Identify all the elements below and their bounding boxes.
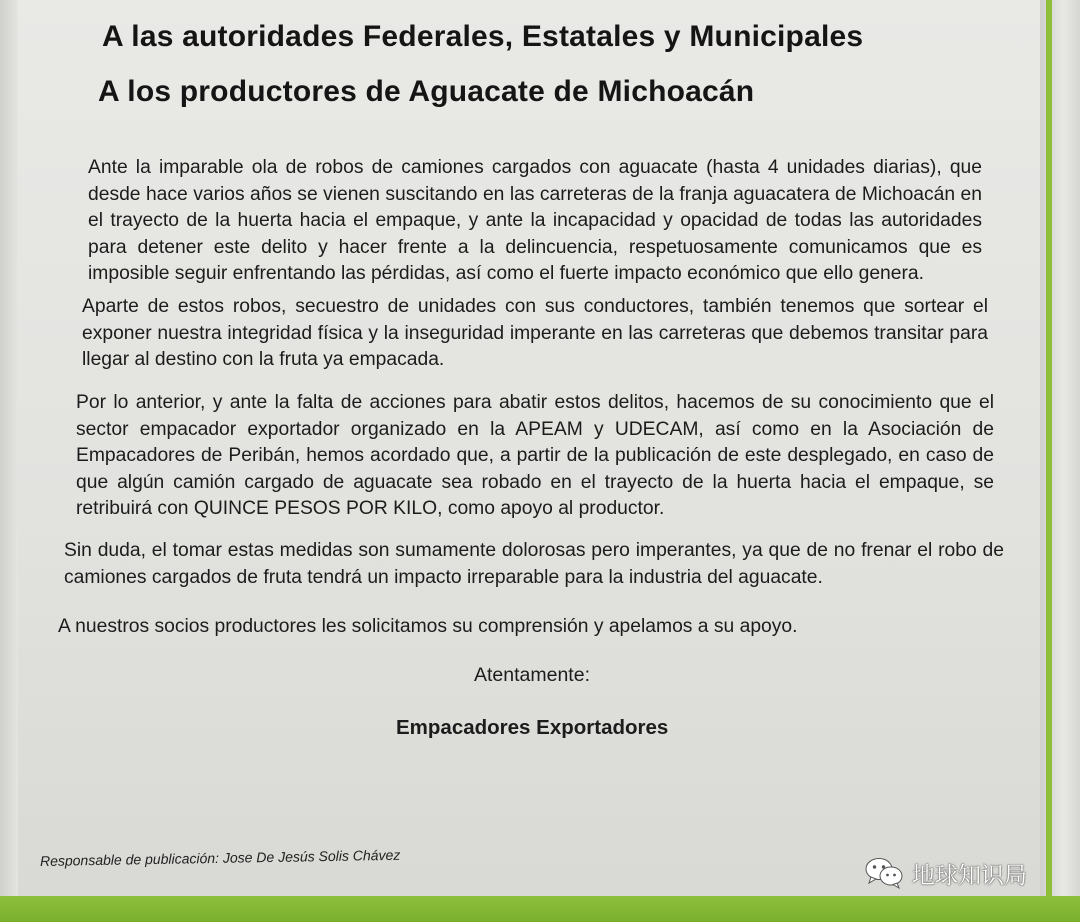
paragraph-robberies: Ante la imparable ola de robos de camiones cargados con aguacate (hasta 4 unidades diarias), que desde hace varios años se vienen suscitando en las carreteras de la franja aguacatera de Michoacán en el trayecto de la huerta hacia el empaque, y ante la incapacidad y opacidad de todas las autoridades para detener este delito y hacer frente a la delincuencia, respetuosamente comunicamos que es imposible seguir enfrentando las pérdidas, así como el fuerte impacto económico que ello genera. [88, 157, 982, 284]
heading-producers: A los productores de Aguacate de Michoacán [98, 75, 755, 108]
paragraph-compensation: Por lo anterior, y ante la falta de acciones para abatir estos delitos, hacemos de su conocimiento que el sector empacador exportador organizado en la APEAM y UDECAM, así como en la Asociación de Empacadores de Peribán, hemos acordado que, a partir de la publicación de este desplegado, en caso de que algún camión cargado de aguacate sea robado en el trayecto de la huerta hacia el empaque, se retribuirá con QUINCE PESOS POR KILO, como apoyo al productor. [76, 392, 994, 519]
paragraph-request: A nuestros socios productores les solicitamos su comprensión y apelamos a su apoyo. [58, 616, 798, 637]
closing-salutation: Atentamente: [474, 664, 590, 686]
paragraph-security: Aparte de estos robos, secuestro de unidades con sus conductores, también tenemos que sortear el exponer nuestra integridad física y la inseguridad imperante en las carreteras que debemos transitar para llegar al destino con la fruta ya empacada. [82, 296, 988, 370]
green-border-bottom [0, 896, 1080, 922]
watermark-text: 地球知识局 [912, 862, 1027, 889]
heading-authorities: A las autoridades Federales, Estatales y Municipales [102, 20, 864, 53]
page-left-edge [0, 0, 18, 896]
watermark [864, 855, 1027, 891]
green-border-right [1046, 0, 1052, 922]
wechat-icon [864, 856, 904, 890]
paragraph-measures: Sin duda, el tomar estas medidas son sumamente dolorosas pero imperantes, ya que de no frenar el robo de camiones cargados de fruta tendrá un impacto irreparable para la industria del aguacate. [64, 540, 1004, 588]
publication-responsible: Responsable de publicación: Jose De Jesús Solis Chávez [39, 846, 401, 869]
signature: Empacadores Exportadores [396, 716, 669, 739]
